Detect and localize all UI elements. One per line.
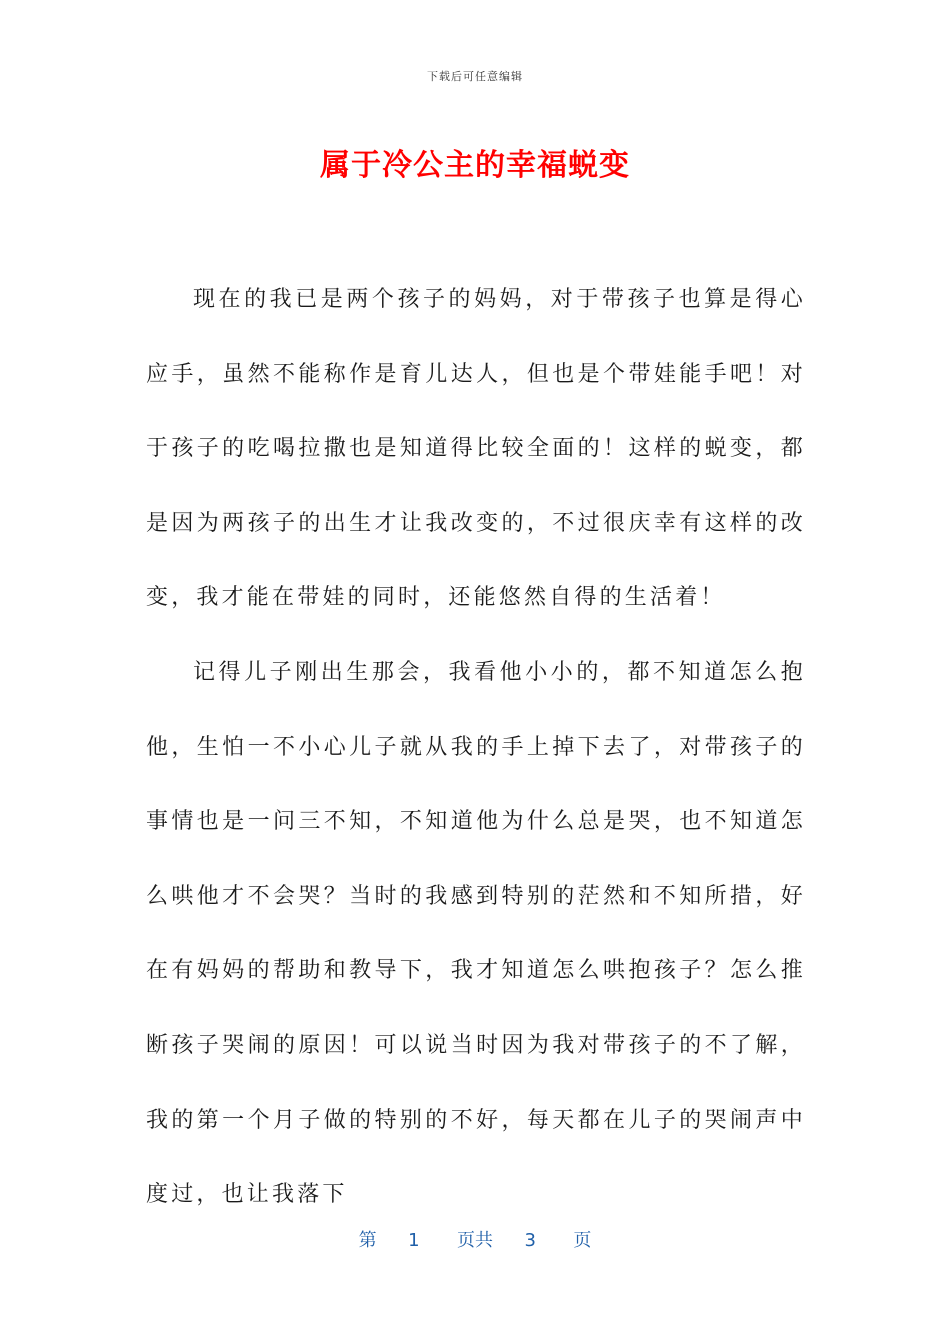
page-footer xyxy=(0,1226,950,1252)
page-label-suffix: 页 xyxy=(573,1230,592,1251)
paragraph: 现在的我已是两个孩子的妈妈，对于带孩子也算是得心应手，虽然不能称作是育儿达人，但也是个带娃能手吧！对于孩子的吃喝拉撒也是知道得比较全面的！这样的蜕变，都是因为两孩子的出生才让我改变的，不过很庆幸有这样的改变，我才能在带娃的同时，还能悠然自得的生活着！ xyxy=(146,287,806,611)
document-title: 属于冷公主的幸福蜕变 xyxy=(320,148,630,183)
total-page-number: 3 xyxy=(524,1230,536,1251)
paragraph: 记得儿子刚出生那会，我看他小小的，都不知道怎么抱他，生怕一不小心儿子就从我的手上掉下去了，对带孩子的事情也是一问三不知，不知道他为什么总是哭，也不知道怎么哄他才不会哭？当时的我感到特别的茫然和不知所措，好在有妈妈的帮助和教导下，我才知道怎么哄抱孩子？怎么推断孩子哭闹的原因！可以说当时因为我对带孩子的不了解，我的第一个月子做的特别的不好，每天都在儿子的哭闹声中度过，也让我落下 xyxy=(146,659,806,1208)
page-label-mid: 页共 xyxy=(457,1230,493,1251)
page-label-prefix: 第 xyxy=(358,1230,377,1251)
current-page-number: 1 xyxy=(408,1230,420,1251)
document-body xyxy=(146,263,806,1233)
header-note: 下载后可任意编辑 xyxy=(427,70,523,83)
